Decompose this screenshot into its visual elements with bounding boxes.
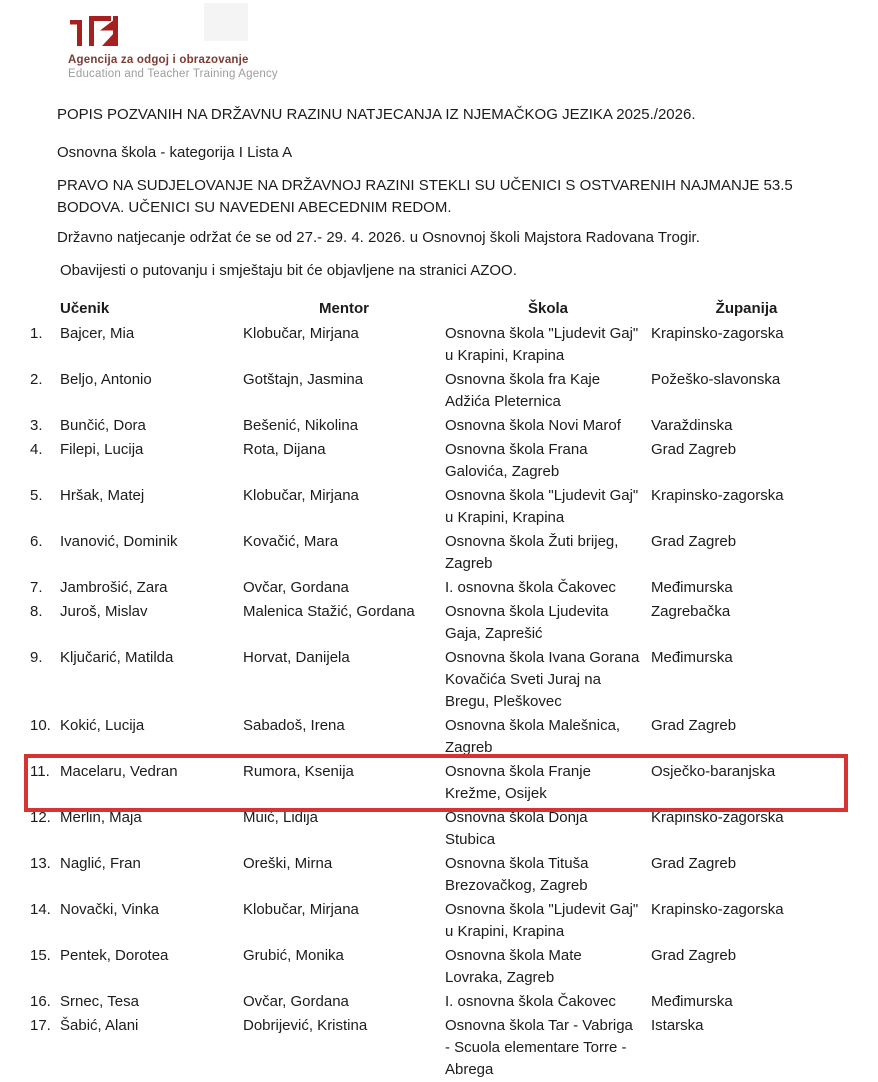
table-row [30,1014,842,1082]
cell-num: 13. [30,855,51,872]
cell-school: Osnovna škola Frana Galovića, Zagreb [445,441,588,480]
page-title: POPIS POZVANIH NA DRŽAVNU RAZINU NATJECANJA IZ NJEMAČKOG JEZIKA 2025./2026. [57,106,696,123]
table-row [30,576,842,600]
cell-num: 11. [30,763,50,780]
header-school: Škola [527,300,569,317]
schedule-line: Državno natjecanje održat će se od 27.- 29. 4. 2026. u Osnovnoj školi Majstora Radovana Trogir. [57,229,700,246]
cell-county: Međimurska [651,579,733,596]
cell-mentor: Klobučar, Mirjana [243,901,359,918]
cell-county: Zagrebačka [651,603,731,620]
cell-school: Osnovna škola Malešnica, Zagreb [445,717,621,756]
cell-school: Osnovna škola Novi Marof [445,417,621,434]
cell-num: 14. [30,901,51,918]
table-row [30,714,842,760]
cell-school: Osnovna škola "Ljudevit Gaj" u Krapini, Krapina [445,487,639,526]
cell-school: Osnovna škola Tituša Brezovačkog, Zagreb [445,855,589,894]
cell-county: Istarska [651,1017,704,1034]
cell-mentor: Rota, Dijana [243,441,326,458]
results-table-body [30,322,842,1082]
cell-student: Merlin, Maja [60,809,142,826]
header-county: Županija [715,300,778,317]
cell-mentor: Bešenić, Nikolina [243,417,359,434]
cell-num: 3. [30,417,43,434]
cell-num: 12. [30,809,51,826]
cell-student: Bajcer, Mia [60,325,135,342]
cell-student: Ivanović, Dominik [60,533,178,550]
cell-student: Juroš, Mislav [60,603,148,620]
cell-num: 2. [30,371,43,388]
cell-school: Osnovna škola "Ljudevit Gaj" u Krapini, Krapina [445,325,639,364]
cell-school: Osnovna škola "Ljudevit Gaj" u Krapini, Krapina [445,901,639,940]
cell-mentor: Ovčar, Gordana [243,579,349,596]
cell-student: Šabić, Alani [60,1017,139,1034]
table-row [30,898,842,944]
cell-school: I. osnovna škola Čakovec [445,579,616,596]
table-row [30,414,842,438]
table-row [30,530,842,576]
table-row [30,438,842,484]
cell-county: Krapinsko-zagorska [651,487,784,504]
cell-county: Međimurska [651,993,733,1010]
cell-num: 16. [30,993,51,1010]
cell-school: Osnovna škola fra Kaje Adžića Pleternica [445,371,601,410]
cell-county: Grad Zagreb [651,533,737,550]
cell-school: Osnovna škola Ivana Gorana Kovačića Sveti Juraj na Bregu, Pleškovec [445,649,640,710]
cell-student: Naglić, Fran [60,855,141,872]
cell-school: Osnovna škola Ljudevita Gaja, Zaprešić [445,603,609,642]
cell-county: Grad Zagreb [651,855,737,872]
cell-student: Macelaru, Vedran [60,763,178,780]
cell-mentor: Kovačić, Mara [243,533,339,550]
cell-county: Grad Zagreb [651,717,737,734]
cell-student: Beljo, Antonio [60,371,152,388]
cell-num: 5. [30,487,43,504]
cell-county: Grad Zagreb [651,947,737,964]
agency-logo-icon [68,10,124,48]
category-line: Osnovna škola - kategorija I Lista A [57,144,293,161]
cell-county: Međimurska [651,649,733,666]
cell-county: Osječko-baranjska [651,763,776,780]
cell-school: Osnovna škola Donja Stubica [445,809,588,848]
table-row [30,806,842,852]
highlighted-row [30,760,842,806]
cell-student: Srnec, Tesa [60,993,139,1010]
cell-mentor: Grubić, Monika [243,947,344,964]
cell-county: Krapinsko-zagorska [651,809,784,826]
cell-num: 15. [30,947,51,964]
table-row [30,600,842,646]
cell-num: 7. [30,579,43,596]
results-table [30,298,842,1082]
table-row [30,990,842,1014]
cell-school: Osnovna škola Mate Lovraka, Zagreb [445,947,582,986]
table-row [30,322,842,368]
table-row [30,944,842,990]
agency-logo [68,10,278,81]
cell-school: I. osnovna škola Čakovec [445,993,616,1010]
table-row [30,852,842,898]
cell-mentor: Malenica Stažić, Gordana [243,603,415,620]
cell-mentor: Klobučar, Mirjana [243,325,359,342]
table-header-row [30,298,842,322]
cell-mentor: Sabadoš, Irena [243,717,345,734]
eligibility-note: PRAVO NA SUDJELOVANJE NA DRŽAVNOJ RAZINI STEKLI SU UČENICI S OSTVARENIH NAJMANJE 53.5 BODOVA. UČENICI SU NAVEDENI ABECEDNIM REDOM. [57,177,793,216]
cell-num: 8. [30,603,43,620]
cell-mentor: Rumora, Ksenija [243,763,354,780]
header-num [30,298,60,322]
cell-county: Grad Zagreb [651,441,737,458]
cell-num: 17. [30,1017,51,1034]
cell-student: Jambrošić, Zara [60,579,168,596]
agency-name-hr: Agencija za odgoj i obrazovanje [68,54,249,66]
header-student: Učenik [60,300,110,317]
cell-num: 1. [30,325,43,342]
cell-num: 9. [30,649,43,666]
agency-name-en: Education and Teacher Training Agency [68,68,278,80]
cell-county: Varaždinska [651,417,733,434]
table-row [30,646,842,714]
cell-student: Pentek, Dorotea [60,947,169,964]
document-body [57,104,847,299]
cell-school: Osnovna škola Žuti brijeg, Zagreb [445,533,619,572]
header-mentor: Mentor [319,300,369,317]
table-row [30,368,842,414]
cell-student: Filepi, Lucija [60,441,144,458]
cell-num: 4. [30,441,43,458]
cell-school: Osnovna škola Franje Krežme, Osijek [445,763,591,802]
cell-mentor: Ovčar, Gordana [243,993,349,1010]
cell-num: 10. [30,717,51,734]
cell-mentor: Gotštajn, Jasmina [243,371,364,388]
cell-county: Krapinsko-zagorska [651,901,784,918]
cell-county: Požeško-slavonska [651,371,781,388]
cell-num: 6. [30,533,43,550]
travel-note: Obavijesti o putovanju i smještaju bit će objavljene na stranici AZOO. [60,262,517,279]
cell-mentor: Oreški, Mirna [243,855,333,872]
cell-student: Kokić, Lucija [60,717,145,734]
cell-school: Osnovna škola Tar - Vabriga - Scuola elementare Torre - Abrega [445,1017,633,1078]
table-row [30,484,842,530]
cell-mentor: Muić, Lidija [243,809,319,826]
cell-mentor: Dobrijević, Kristina [243,1017,368,1034]
cell-student: Ključarić, Matilda [60,649,174,666]
cell-student: Novački, Vinka [60,901,159,918]
cell-student: Hršak, Matej [60,487,145,504]
cell-student: Bunčić, Dora [60,417,146,434]
cell-mentor: Klobučar, Mirjana [243,487,359,504]
cell-county: Krapinsko-zagorska [651,325,784,342]
cell-mentor: Horvat, Danijela [243,649,350,666]
